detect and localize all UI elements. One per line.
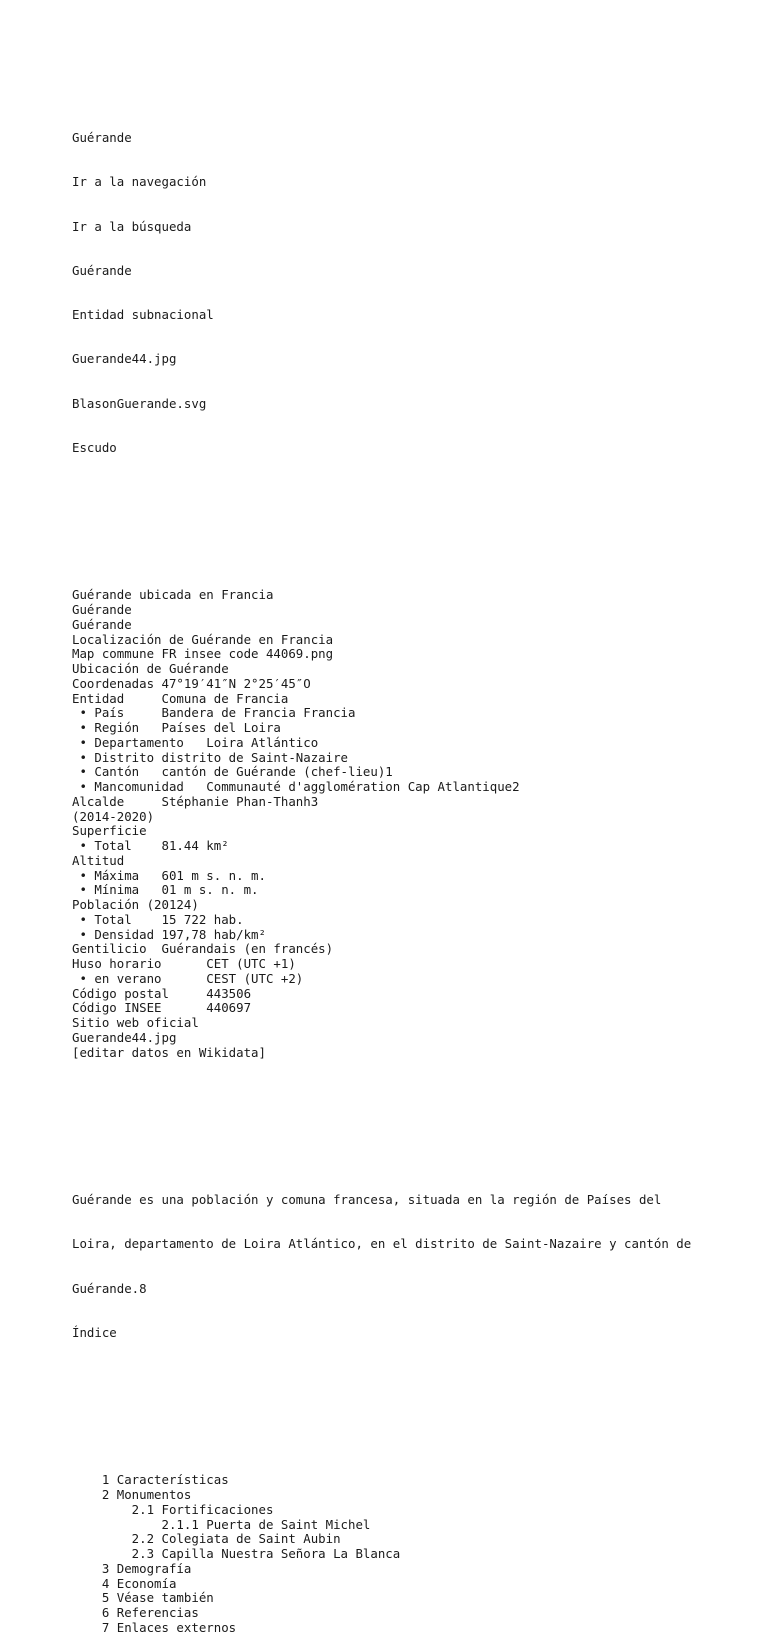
infobox-row: Superficie	[72, 823, 147, 839]
infobox-row: Coordenadas 47°19′41″N 2°25′45″O	[72, 675, 311, 691]
coat-of-arms-filename: BlasonGuerande.svg	[72, 395, 207, 411]
infobox-row: • en verano CEST (UTC +2)	[72, 970, 304, 986]
toc-item-link[interactable]: 4 Economía	[72, 1575, 177, 1591]
toc-item-link[interactable]: 2.3 Capilla Nuestra Señora La Blanca	[72, 1546, 401, 1561]
spacer	[72, 1414, 732, 1429]
infobox-row: Guérande	[72, 602, 132, 617]
infobox-row: Guérande ubicada en Francia	[72, 587, 274, 603]
toc-item-link[interactable]: 3 Demografía	[72, 1560, 192, 1576]
infobox-row: Huso horario CET (UTC +1)	[72, 956, 296, 971]
skip-to-navigation-link[interactable]: Ir a la navegación	[72, 174, 207, 190]
intro-paragraph-line: Loira, departamento de Loira Atlántico, en el distrito de Saint-Nazaire y cantón de	[72, 1236, 692, 1252]
infobox-row: • Distrito distrito de Saint-Nazaire	[72, 749, 349, 765]
infobox-row: Alcalde Stéphanie Phan-Thanh3	[72, 793, 319, 809]
image-filename: Guerande44.jpg	[72, 351, 177, 367]
infobox-title: Guérande	[72, 262, 132, 278]
infobox-row: • Cantón cantón de Guérande (chef-lieu)1	[72, 764, 393, 780]
infobox-row: Población (20124)	[72, 897, 199, 912]
table-of-contents	[72, 1473, 732, 1635]
toc-item-link[interactable]: 2.1 Fortificaciones	[72, 1501, 274, 1517]
toc-item-link[interactable]: 7 Enlaces externos	[72, 1619, 237, 1635]
infobox-row: • Departamento Loira Atlántico	[72, 734, 319, 750]
infobox-row: Ubicación de Guérande	[72, 661, 229, 676]
infobox-row: • Mínima 01 m s. n. m.	[72, 882, 259, 898]
infobox-row: Código INSEE 440697	[72, 1000, 252, 1016]
infobox-row: (2014-2020)	[72, 808, 155, 824]
infobox-row: Sitio web oficial	[72, 1015, 199, 1030]
infobox-row: Guérande	[72, 616, 132, 632]
toc-item-link[interactable]: 6 Referencias	[72, 1605, 199, 1620]
coat-of-arms-caption: Escudo	[72, 439, 117, 455]
infobox-row: • Máxima 601 m s. n. m.	[72, 867, 266, 883]
infobox-row: Localización de Guérande en Francia	[72, 631, 334, 647]
skip-to-search-link[interactable]: Ir a la búsqueda	[72, 218, 192, 234]
infobox-row: Código postal 443506	[72, 985, 252, 1001]
infobox-row: Gentilicio Guérandais (en francés)	[72, 941, 334, 957]
infobox-row: Map commune FR insee code 44069.png	[72, 646, 334, 662]
header-block	[72, 102, 732, 486]
intro-paragraph-line: Guérande es una población y comuna francesa, situada en la región de Países del	[72, 1192, 662, 1207]
infobox-block	[72, 588, 732, 1060]
intro-block	[72, 1164, 732, 1371]
page-title: Guérande	[72, 130, 132, 145]
intro-paragraph-line: Guérande.8	[72, 1280, 147, 1296]
toc-item-link[interactable]: 5 Véase también	[72, 1590, 214, 1606]
infobox-row: • Región Países del Loira	[72, 720, 281, 735]
infobox-row: Altitud	[72, 852, 125, 868]
toc-item-link[interactable]: 2.1.1 Puerta de Saint Michel	[72, 1516, 371, 1532]
document-page	[72, 72, 732, 1650]
infobox-subtitle: Entidad subnacional	[72, 307, 214, 322]
toc-item-link[interactable]: 2 Monumentos	[72, 1487, 192, 1502]
toc-item-link[interactable]: 1 Características	[72, 1472, 229, 1488]
infobox-row: Entidad Comuna de Francia	[72, 690, 289, 706]
infobox-row: • Densidad 197,78 hab/km²	[72, 926, 266, 942]
infobox-row: • Mancomunidad Communauté d'agglomération Cap Atlantique2	[72, 779, 520, 794]
infobox-row: • Total 81.44 km²	[72, 838, 229, 853]
infobox-row: Guerande44.jpg	[72, 1029, 177, 1045]
spacer	[72, 1105, 732, 1120]
spacer	[72, 529, 732, 544]
infobox-row: • Total 15 722 hab.	[72, 911, 244, 927]
infobox-row: • País Bandera de Francia Francia	[72, 705, 356, 721]
infobox-row: [editar datos en Wikidata]	[72, 1044, 266, 1060]
toc-item-link[interactable]: 2.2 Colegiata de Saint Aubin	[72, 1531, 341, 1547]
toc-heading: Índice	[72, 1324, 117, 1340]
